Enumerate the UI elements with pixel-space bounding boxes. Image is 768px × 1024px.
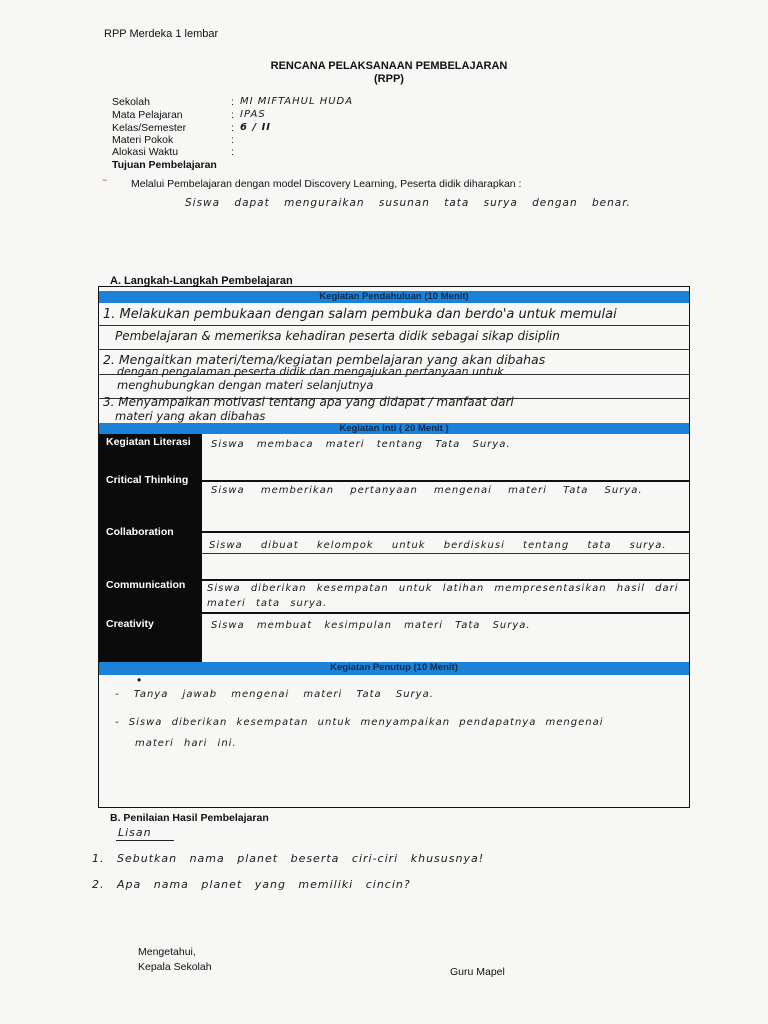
signature-left-line1: Mengetahui,: [138, 946, 196, 958]
identity-colon: :: [231, 122, 234, 134]
identity-label-time: Alokasi Waktu: [112, 146, 179, 158]
document-top-label: RPP Merdeka 1 lembar: [104, 28, 219, 40]
identity-colon: :: [231, 96, 234, 108]
bullet-icon: •: [137, 673, 142, 687]
core-label-creativity: Creativity: [106, 618, 154, 630]
closing-item: - Siswa diberikan kesempatan untuk menyampaikan pendapatnya mengenai: [115, 717, 604, 728]
identity-value-class: 6 / II: [240, 122, 272, 133]
core-sidebar: [99, 434, 202, 659]
pen-mark: ~: [102, 175, 108, 185]
goal-text: Siswa dapat menguraikan susunan tata surya dengan benar.: [185, 197, 631, 209]
core-label-collaboration: Collaboration: [106, 526, 174, 538]
underline: [116, 840, 174, 841]
ruled-line: [99, 325, 689, 326]
assessment-type: Lisan: [118, 826, 152, 839]
core-text-literacy: Siswa membaca materi tentang Tata Surya.: [211, 439, 511, 450]
row-divider: [202, 531, 689, 533]
core-text-collaboration: Siswa dibuat kelompok untuk berdiskusi tentang tata surya.: [209, 540, 667, 551]
goal-label: Tujuan Pembelajaran: [112, 159, 217, 171]
closing-header: Kegiatan Penutup (10 Menit): [99, 662, 689, 675]
identity-value-subject: IPAS: [240, 109, 266, 120]
signature-left-line2: Kepala Sekolah: [138, 961, 212, 973]
core-label-critical-thinking: Critical Thinking: [106, 474, 189, 486]
identity-label-class: Kelas/Semester: [112, 122, 187, 134]
core-label-literacy: Kegiatan Literasi: [106, 436, 191, 448]
identity-colon: :: [231, 134, 234, 146]
core-text-communication: Siswa diberikan kesempatan untuk latihan mempresentasikan hasil dari materi tata surya.: [207, 583, 679, 609]
opening-line: 1. Melakukan pembukaan dengan salam pembuka dan berdo'a untuk memulai: [103, 307, 617, 322]
section-b-title: B. Penilaian Hasil Pembelajaran: [110, 812, 269, 824]
opening-line: Pembelajaran & memeriksa kehadiran peserta didik sebagai sikap disiplin: [115, 329, 560, 343]
core-text-critical-thinking: Siswa memberikan pertanyaan mengenai materi Tata Surya.: [211, 485, 643, 496]
identity-label-topic: Materi Pokok: [112, 134, 174, 146]
opening-line: 3. Menyampaikan motivasi tentang apa yang didapat / manfaat dari: [103, 395, 514, 409]
signature-right: Guru Mapel: [450, 966, 505, 978]
activity-table: [98, 286, 690, 808]
opening-line: dengan pengalaman peserta didik dan mengajukan pertanyaan untuk: [117, 365, 504, 378]
row-divider: [202, 612, 689, 614]
opening-line: materi yang akan dibahas: [115, 409, 266, 423]
assessment-question: 2. Apa nama planet yang memiliki cincin?: [92, 878, 411, 891]
opening-header: Kegiatan Pendahuluan (10 Menit): [99, 291, 689, 303]
core-text-creativity: Siswa membuat kesimpulan materi Tata Surya.: [211, 620, 531, 631]
identity-label-school: Sekolah: [112, 96, 150, 108]
opening-line: 2. Mengaitkan materi/tema/kegiatan pembelajaran yang akan dibahas: [103, 352, 546, 367]
document-subtitle: (RPP): [374, 73, 404, 85]
closing-item: - Tanya jawab mengenai materi Tata Surya.: [115, 689, 434, 700]
identity-value-school: MI MIFTAHUL HUDA: [240, 96, 354, 107]
goal-intro: Melalui Pembelajaran dengan model Discovery Learning, Peserta didik diharapkan :: [131, 178, 522, 190]
core-label-communication: Communication: [106, 579, 186, 591]
ruled-line: [99, 349, 689, 350]
identity-colon: :: [231, 109, 234, 121]
document-title: RENCANA PELAKSANAAN PEMBELAJARAN: [270, 60, 508, 72]
section-a-title: A. Langkah-Langkah Pembelajaran: [110, 275, 293, 287]
opening-line: menghubungkan dengan materi selanjutnya: [117, 378, 374, 392]
row-divider: [202, 480, 689, 482]
core-header: Kegiatan Inti ( 20 Menit ): [99, 423, 689, 434]
identity-colon: :: [231, 146, 234, 158]
identity-label-subject: Mata Pelajaran: [112, 109, 183, 121]
closing-item: materi hari ini.: [135, 738, 237, 749]
assessment-question: 1. Sebutkan nama planet beserta ciri-ciri khususnya!: [92, 852, 485, 865]
